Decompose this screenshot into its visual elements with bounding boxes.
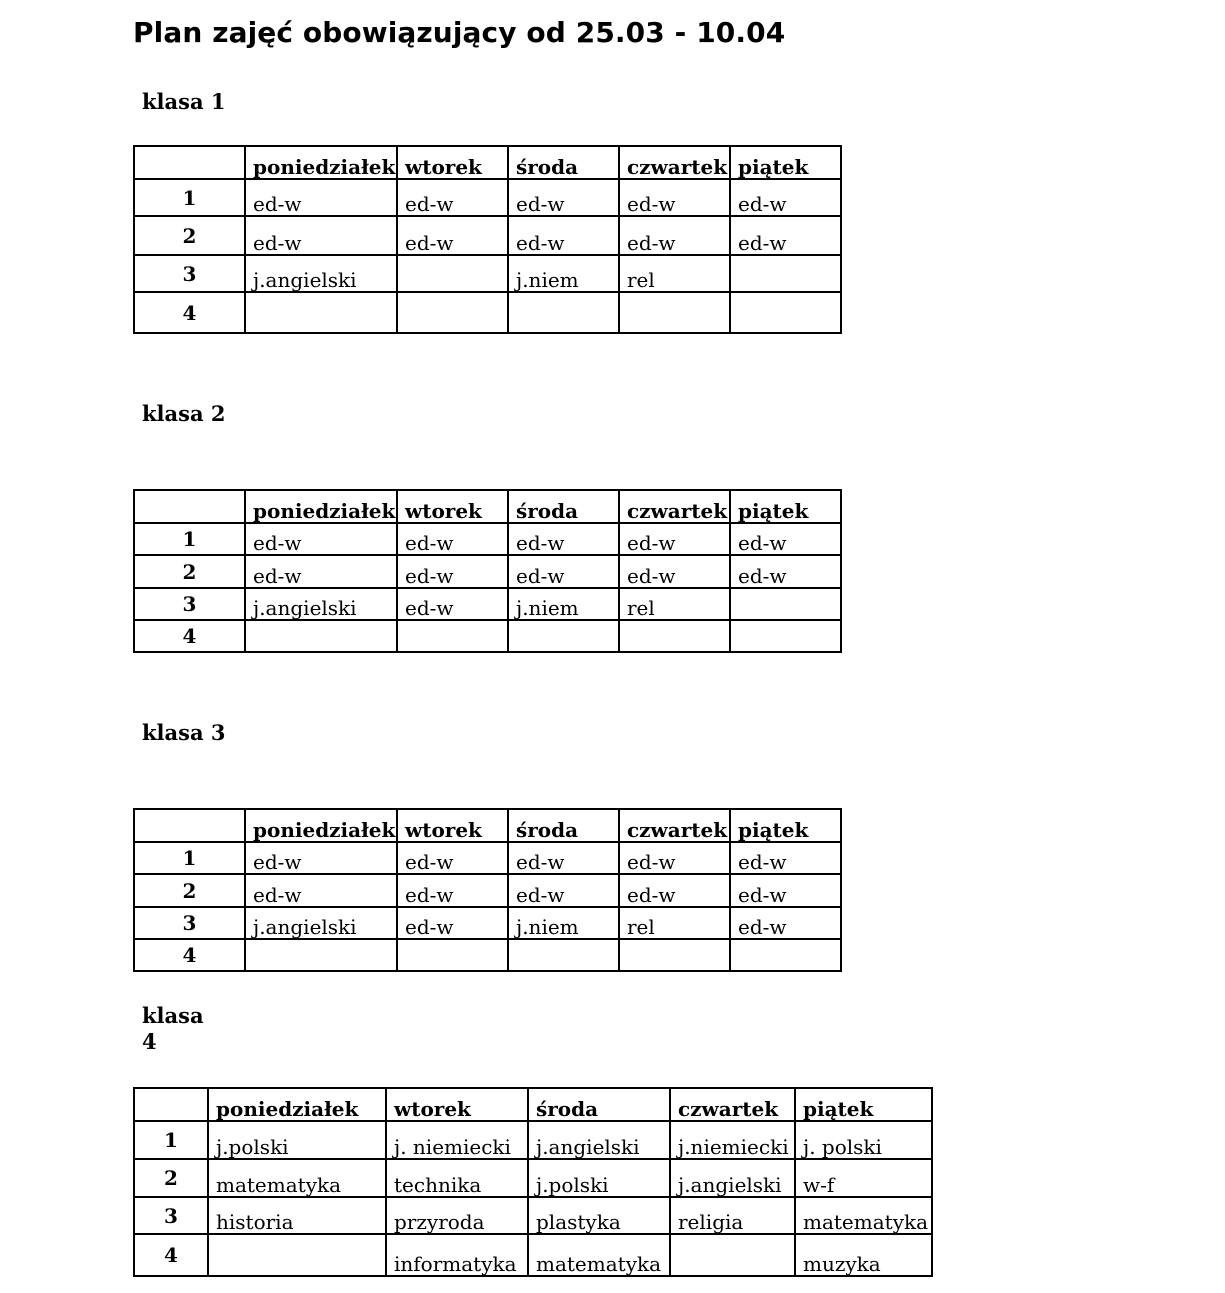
lesson-cell (245, 939, 397, 971)
class-2-heading: klasa 2 (142, 401, 226, 426)
day-header: piątek (730, 809, 841, 842)
lesson-cell: ed-w (619, 216, 730, 255)
table-row (134, 1121, 932, 1159)
table-header-row (134, 809, 841, 842)
day-header: piątek (795, 1088, 932, 1121)
lesson-cell: ed-w (730, 523, 841, 555)
class-4-table (133, 1087, 933, 1277)
lesson-cell (508, 292, 619, 333)
lesson-cell: ed-w (508, 216, 619, 255)
lesson-cell (508, 620, 619, 652)
lesson-cell: ed-w (245, 842, 397, 874)
lesson-cell: ed-w (730, 842, 841, 874)
lesson-cell: ed-w (397, 907, 508, 939)
lesson-number: 4 (134, 292, 245, 333)
lesson-cell: j. polski (795, 1121, 932, 1159)
day-header: poniedziałek (245, 809, 397, 842)
lesson-cell: ed-w (730, 179, 841, 216)
lesson-cell: ed-w (508, 555, 619, 588)
class-4-heading-line2: 4 (142, 1029, 157, 1054)
day-header: środa (508, 809, 619, 842)
lesson-number: 2 (134, 1159, 208, 1197)
lesson-cell: j.angielski (245, 907, 397, 939)
lesson-cell: historia (208, 1197, 386, 1234)
day-header: środa (508, 146, 619, 179)
class-3-table (133, 808, 842, 972)
corner-cell (134, 809, 245, 842)
lesson-cell: j.angielski (670, 1159, 795, 1197)
lesson-cell: matematyka (795, 1197, 932, 1234)
table-row (134, 555, 841, 588)
lesson-cell: rel (619, 588, 730, 620)
day-header: poniedziałek (245, 490, 397, 523)
lesson-number: 3 (134, 1197, 208, 1234)
lesson-number: 3 (134, 588, 245, 620)
lesson-cell: j.niem (508, 255, 619, 292)
lesson-cell (397, 255, 508, 292)
lesson-cell (670, 1234, 795, 1276)
lesson-cell: ed-w (619, 523, 730, 555)
lesson-cell: j.angielski (245, 255, 397, 292)
table-row (134, 216, 841, 255)
lesson-cell: j. niemiecki (386, 1121, 528, 1159)
class-1-table (133, 145, 842, 334)
lesson-cell: w-f (795, 1159, 932, 1197)
lesson-cell (245, 292, 397, 333)
class-4-heading-line1: klasa (142, 1003, 204, 1028)
lesson-cell: j.niem (508, 588, 619, 620)
lesson-cell: ed-w (619, 179, 730, 216)
lesson-cell: ed-w (397, 555, 508, 588)
lesson-number: 4 (134, 939, 245, 971)
day-header: czwartek (619, 146, 730, 179)
table-header-row (134, 1088, 932, 1121)
lesson-cell: muzyka (795, 1234, 932, 1276)
lesson-cell: j.niemiecki (670, 1121, 795, 1159)
corner-cell (134, 146, 245, 179)
class-2-table (133, 489, 842, 653)
day-header: czwartek (619, 490, 730, 523)
lesson-number: 1 (134, 179, 245, 216)
lesson-cell: ed-w (245, 179, 397, 216)
lesson-cell: ed-w (245, 555, 397, 588)
lesson-cell (730, 588, 841, 620)
lesson-cell (508, 939, 619, 971)
lesson-cell (245, 620, 397, 652)
lesson-cell (619, 620, 730, 652)
lesson-cell: ed-w (397, 588, 508, 620)
lesson-cell: rel (619, 255, 730, 292)
lesson-number: 2 (134, 555, 245, 588)
day-header: poniedziałek (245, 146, 397, 179)
lesson-cell: ed-w (397, 216, 508, 255)
lesson-cell (208, 1234, 386, 1276)
lesson-cell: ed-w (397, 179, 508, 216)
day-header: wtorek (386, 1088, 528, 1121)
table-row (134, 939, 841, 971)
table-row (134, 588, 841, 620)
lesson-cell (397, 292, 508, 333)
day-header: wtorek (397, 146, 508, 179)
table-row (134, 907, 841, 939)
day-header: czwartek (670, 1088, 795, 1121)
lesson-cell (619, 292, 730, 333)
table-row (134, 523, 841, 555)
lesson-number: 2 (134, 874, 245, 907)
lesson-number: 4 (134, 620, 245, 652)
lesson-cell (730, 939, 841, 971)
day-header: środa (508, 490, 619, 523)
lesson-cell (397, 939, 508, 971)
lesson-number: 1 (134, 1121, 208, 1159)
day-header: czwartek (619, 809, 730, 842)
lesson-cell: religia (670, 1197, 795, 1234)
table-row (134, 292, 841, 333)
lesson-cell: ed-w (508, 179, 619, 216)
day-header: wtorek (397, 809, 508, 842)
lesson-cell: przyroda (386, 1197, 528, 1234)
day-header: poniedziałek (208, 1088, 386, 1121)
table-row (134, 1234, 932, 1276)
day-header: piątek (730, 490, 841, 523)
table-row (134, 255, 841, 292)
table-row (134, 179, 841, 216)
lesson-cell: j.polski (208, 1121, 386, 1159)
table-header-row (134, 490, 841, 523)
lesson-cell: ed-w (619, 555, 730, 588)
lesson-cell: ed-w (245, 216, 397, 255)
lesson-number: 3 (134, 255, 245, 292)
lesson-cell: ed-w (619, 842, 730, 874)
table-row (134, 874, 841, 907)
table-row (134, 842, 841, 874)
day-header: piątek (730, 146, 841, 179)
lesson-cell: matematyka (528, 1234, 670, 1276)
lesson-cell: ed-w (730, 555, 841, 588)
lesson-cell: matematyka (208, 1159, 386, 1197)
day-header: środa (528, 1088, 670, 1121)
lesson-cell: ed-w (730, 874, 841, 907)
lesson-cell (730, 255, 841, 292)
lesson-number: 4 (134, 1234, 208, 1276)
lesson-cell: ed-w (508, 523, 619, 555)
page-title: Plan zajęć obowiązujący od 25.03 - 10.04 (133, 16, 786, 49)
lesson-cell: ed-w (397, 874, 508, 907)
day-header: wtorek (397, 490, 508, 523)
lesson-cell: ed-w (508, 874, 619, 907)
lesson-cell: ed-w (245, 523, 397, 555)
lesson-cell: informatyka (386, 1234, 528, 1276)
lesson-cell: j.niem (508, 907, 619, 939)
lesson-cell (730, 292, 841, 333)
lesson-cell (730, 620, 841, 652)
corner-cell (134, 490, 245, 523)
lesson-number: 3 (134, 907, 245, 939)
lesson-cell: plastyka (528, 1197, 670, 1234)
lesson-cell: ed-w (397, 842, 508, 874)
lesson-cell: ed-w (619, 874, 730, 907)
class-4-heading (142, 1003, 204, 1055)
lesson-cell: j.angielski (528, 1121, 670, 1159)
lesson-number: 1 (134, 523, 245, 555)
lesson-number: 1 (134, 842, 245, 874)
lesson-cell: j.angielski (245, 588, 397, 620)
class-1-heading: klasa 1 (142, 89, 226, 114)
lesson-cell: j.polski (528, 1159, 670, 1197)
table-row (134, 1197, 932, 1234)
lesson-cell (397, 620, 508, 652)
lesson-cell: ed-w (397, 523, 508, 555)
lesson-cell: technika (386, 1159, 528, 1197)
lesson-cell: rel (619, 907, 730, 939)
lesson-cell: ed-w (730, 216, 841, 255)
table-row (134, 1159, 932, 1197)
lesson-number: 2 (134, 216, 245, 255)
table-row (134, 620, 841, 652)
lesson-cell (619, 939, 730, 971)
class-3-heading: klasa 3 (142, 720, 226, 745)
lesson-cell: ed-w (730, 907, 841, 939)
table-header-row (134, 146, 841, 179)
lesson-cell: ed-w (245, 874, 397, 907)
lesson-cell: ed-w (508, 842, 619, 874)
corner-cell (134, 1088, 208, 1121)
